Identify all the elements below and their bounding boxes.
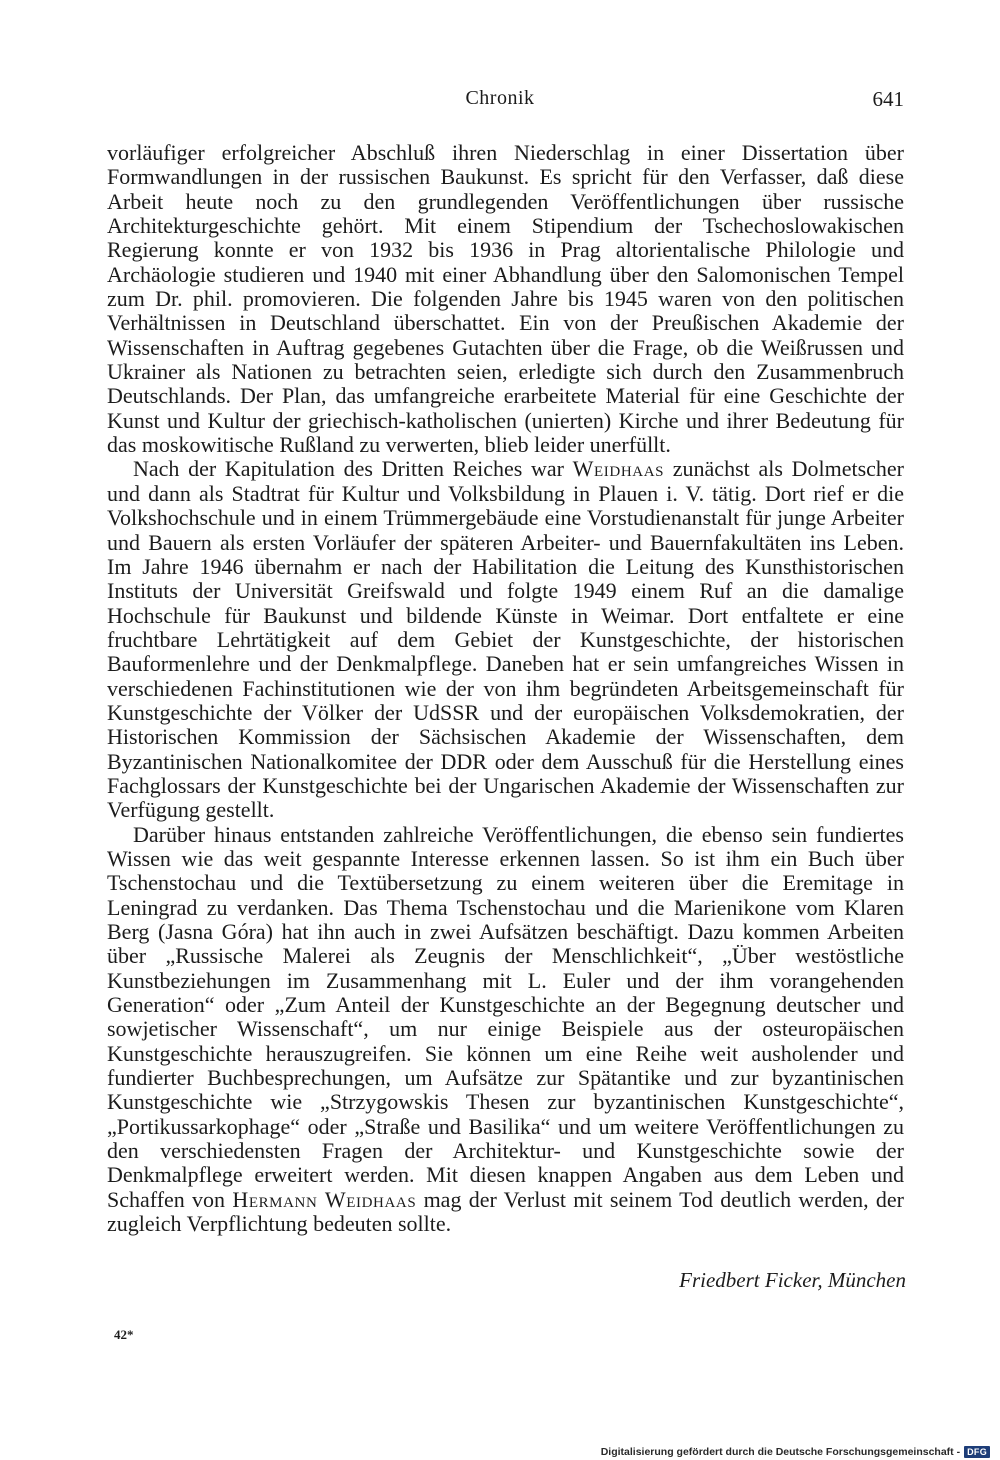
signature-mark: 42* [114, 1327, 134, 1342]
dfg-logo-icon: DFG [964, 1446, 990, 1458]
paragraph-1 [107, 141, 904, 457]
paragraph-2 [107, 457, 904, 822]
footer-text: Digitalisierung gefördert durch die Deutsche Forschungsgemeinschaft - [600, 1446, 961, 1458]
person-name-hermann-weidhaas: Hermann Weidhaas [232, 1186, 417, 1212]
paragraph-3 [107, 823, 904, 1237]
running-header-title: Chronik [465, 87, 535, 109]
footer-banner [600, 1444, 990, 1460]
paragraph-3-text-a: Darüber hinaus entstanden zahlreiche Veröffentlichungen, die ebenso sein fundiertes Wissen wie das weit gespannte Interesse erkennen lassen. So ist ihm ein Buch über Tschenstochau und die Textübersetzung zu einem weiteren über die Eremitage in Leningrad zu verdanken. Das Thema Tschenstochau und die Marienikone vom Klaren Berg (Jasna Góra) hat ihn auch in zwei Aufsätzen beschäftigt. Dazu kommen Arbeiten über „Russische Malerei als Zeugnis der Menschlichkeit“, „Über westöstliche Kunstbeziehungen im Zusammenhang mit L. Euler und der ihm vorangehenden Generation“ oder „Zum Anteil der Kunstgeschichte an der Begegnung deutscher und sowjetischer Wissenschaft“, um nur einige Beispiele aus der osteuropäischen Kunstgeschichte herauszugreifen. Sie können um eine Reihe weit ausholender und fundierter Buchbesprechungen, um Aufsätze zur Spätantike und zur byzantinischen Kunstgeschichte wie „Strzygowskis Thesen zur byzantinischen Kunstgeschichte“, „Portikussarkophage“ oder „Straße und Basilika“ und um weitere Veröffentlichungen zu den verschiedensten Fragen der Architektur- und Kunstgeschichte sowie der Denkmalpflege erweitert werden. Mit diesen knappen Angaben aus dem Leben und Schaffen von [107, 821, 904, 1212]
page-number: 641 [872, 87, 904, 111]
paragraph-1-text: vorläufiger erfolgreicher Abschluß ihren Niederschlag in einer Dissertation über Formwandlungen in der russischen Baukunst. Es spricht für den Verfasser, daß diese Arbeit heute noch zu den grundlegenden Veröffentlichungen über russische Architekturgeschichte gehört. Mit einem Stipendium der Tschechoslowakischen Regierung konnte er von 1932 bis 1936 in Prag altorientalische Philologie und Archäologie studieren und 1940 mit einer Abhandlung über den Salomonischen Tempel zum Dr. phil. promovieren. Die folgenden Jahre bis 1945 waren von den politischen Verhältnissen in Deutschland überschattet. Ein von der Preußischen Akademie der Wissenschaften in Auftrag gegebenes Gutachten über die Frage, ob die Weißrussen und Ukrainer als Nationen zu betrachten seien, erledigte sich durch den Zusammenbruch Deutschlands. Der Plan, das umfangreiche erarbeitete Material für eine Geschichte der Kunst und Kultur der griechisch-katholischen (unierten) Kirche und ihrer Bedeutung für das moskowitische Rußland zu verwerten, blieb leider unerfüllt. [107, 140, 904, 458]
paragraph-2-text-b: zunächst als Dolmetscher und dann als Stadtrat für Kultur und Volksbildung in Plauen i. V. tätig. Dort rief er die Volkshochschule und in einem Trümmergebäude eine Vorstudienanstalt für junge Arbeiter und Bauern als ersten Vorläufer der späteren Arbeiter- und Bauernfakultäten ins Leben. Im Jahre 1946 übernahm er nach der Habilitation die Leitung des Kunsthistorischen Instituts der Universität Greifswald und folgte 1949 einem Ruf an die damalige Hochschule für Baukunst und bildende Künste in Weimar. Dort entfaltete er eine fruchtbare Lehrtätigkeit auf dem Gebiet der Kunstgeschichte, der historischen Bauformenlehre und der Denkmalpflege. Daneben hat er sein umfangreiches Wissen in verschiedenen Fachinstitutionen wie der von ihm begründeten Arbeitsgemeinschaft für Kunstgeschichte der Völker der UdSSR und der europäischen Volksdemokratien, der Historischen Kommission der Sächsischen Akademie der Wissenschaften, dem Byzantinischen Nationalkomitee der DDR oder dem Ausschuß für die Herstellung eines Fachglossars der Kunstgeschichte bei der Ungarischen Akademie der Wissenschaften zur Verfügung gestellt. [107, 456, 904, 823]
person-name-weidhaas: Weidhaas [572, 456, 665, 482]
paragraph-2-text-a: Nach der Kapitulation des Dritten Reiches war [133, 456, 573, 482]
author-signature: Friedbert Ficker, München [679, 1268, 906, 1292]
article-body [107, 141, 904, 1236]
paragraph-3-text-b: mag der Verlust mit seinem Tod deutlich werden, der zugleich Verpflichtung bedeuten sollte. [107, 1186, 904, 1237]
